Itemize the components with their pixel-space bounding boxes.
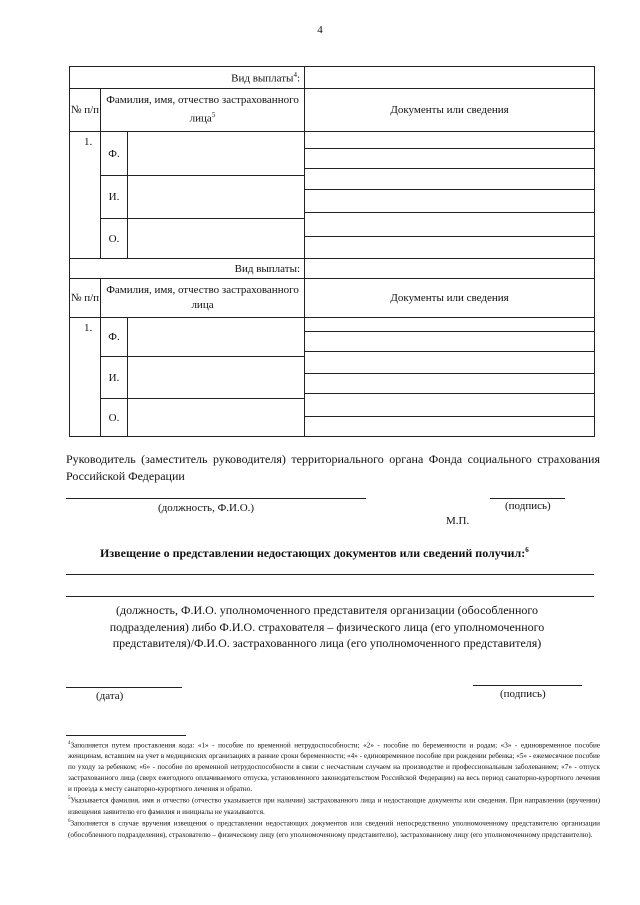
- patronymic-field[interactable]: [128, 219, 305, 259]
- signature-caption: (подпись): [505, 500, 551, 512]
- signature-line-2[interactable]: [473, 685, 582, 686]
- receiver-line-2[interactable]: [66, 596, 594, 597]
- row-number: 1.: [70, 318, 101, 437]
- date-caption: (дата): [96, 690, 124, 702]
- footnote-5: $^5$Указывается фамилия, имя и отчество (отчество указывается при наличии) застрахованного лица и недостающие документы или сведения. При направлении (вручении) извещения заявителю его фамилия и инициалы не указываются.: [68, 796, 600, 816]
- doc-line: [305, 168, 594, 169]
- footnote-6: $^6$Заполняется в случае вручения извещения о представлении недостающих документов или сведений непосредственно уполномоченному представителю организации (обособленного подразделения), страхователю – физическому лицу (его уполномоченному представителю), застрахованному лицу (его уполномоченному представителю).: [68, 819, 600, 839]
- doc-line: [305, 212, 594, 213]
- col-docs-header: Документы или сведения: [305, 279, 595, 318]
- payment-type-field[interactable]: [305, 259, 595, 279]
- col-fio-header: Фамилия, имя, отчество застрахованного лица$^5$: [101, 89, 305, 132]
- notice-title: Извещение о представлении недостающих документов или сведений получил:$^6$: [100, 546, 529, 560]
- position-line[interactable]: [66, 498, 366, 499]
- stamp-label: М.П.: [446, 515, 470, 527]
- head-title: Руководитель (заместитель руководителя) территориального органа Фонда социального страхования Российской Федерации: [66, 452, 600, 483]
- doc-line: [305, 148, 594, 149]
- signature-line[interactable]: [490, 498, 565, 499]
- footnotes: [68, 739, 600, 840]
- table-payment-1: [69, 66, 595, 259]
- surname-field[interactable]: [128, 132, 305, 176]
- documents-field[interactable]: [305, 318, 595, 437]
- doc-line: [305, 393, 594, 394]
- doc-line: [305, 331, 594, 332]
- row-number: 1.: [70, 132, 101, 259]
- patronymic-letter: О.: [101, 399, 128, 437]
- payment-type-label: Вид выплаты$^4$:: [70, 67, 305, 89]
- surname-letter: Ф.: [101, 318, 128, 357]
- doc-line: [305, 416, 594, 417]
- documents-field[interactable]: [305, 132, 595, 259]
- table-payment-2: [69, 258, 595, 437]
- doc-line: [305, 189, 594, 190]
- signature-caption-2: (подпись): [500, 688, 546, 700]
- footnote-divider: [66, 735, 186, 736]
- col-number-header: № п/п: [70, 279, 101, 318]
- position-caption: (должность, Ф.И.О.): [158, 502, 255, 514]
- page-number: 4: [317, 24, 323, 36]
- payment-type-label: Вид выплаты:: [70, 259, 305, 279]
- name-letter: И.: [101, 357, 128, 399]
- representative-caption: (должность, Ф.И.О. уполномоченного представителя организации (обособленного подразделения) либо Ф.И.О. страхователя – физического лица (его уполномоченного представителя)/Ф.И.О. застрахованного лица (его уполномоченного представителя): [109, 603, 545, 650]
- date-line[interactable]: [66, 687, 182, 688]
- col-docs-header: Документы или сведения: [305, 89, 595, 132]
- receiver-line-1[interactable]: [66, 574, 594, 575]
- footnote-4: $^4$Заполняется путем проставления кода: «1» - пособие по временной нетрудоспособности; «2» - пособие по беременности и родам; «3» - единовременное пособие женщинам, вставшим на учет в медицинских организациях в ранние сроки беременности; «4» - единовременное пособие при рождении ребенка; «5» - ежемесячное пособие по уходу за ребенком; «6» - пособие по временной нетрудоспособности в связи с несчастным случаем на производстве и профессиональным заболеванием; «7» - отпуск застрахованного лица (сверх ежегодного оплачиваемого отпуска, установленного законодательством Российской Федерации) на весь период санаторно-курортного лечения и проезда к месту санаторно-курортного лечения и обратно.: [68, 741, 600, 793]
- doc-line: [305, 236, 594, 237]
- name-letter: И.: [101, 176, 128, 219]
- doc-line: [305, 351, 594, 352]
- doc-line: [305, 373, 594, 374]
- patronymic-field[interactable]: [128, 399, 305, 437]
- surname-letter: Ф.: [101, 132, 128, 176]
- surname-field[interactable]: [128, 318, 305, 357]
- payment-type-field[interactable]: [305, 67, 595, 89]
- name-field[interactable]: [128, 357, 305, 399]
- col-number-header: № п/п: [70, 89, 101, 132]
- patronymic-letter: О.: [101, 219, 128, 259]
- name-field[interactable]: [128, 176, 305, 219]
- col-fio-header: Фамилия, имя, отчество застрахованного лица: [101, 279, 305, 318]
